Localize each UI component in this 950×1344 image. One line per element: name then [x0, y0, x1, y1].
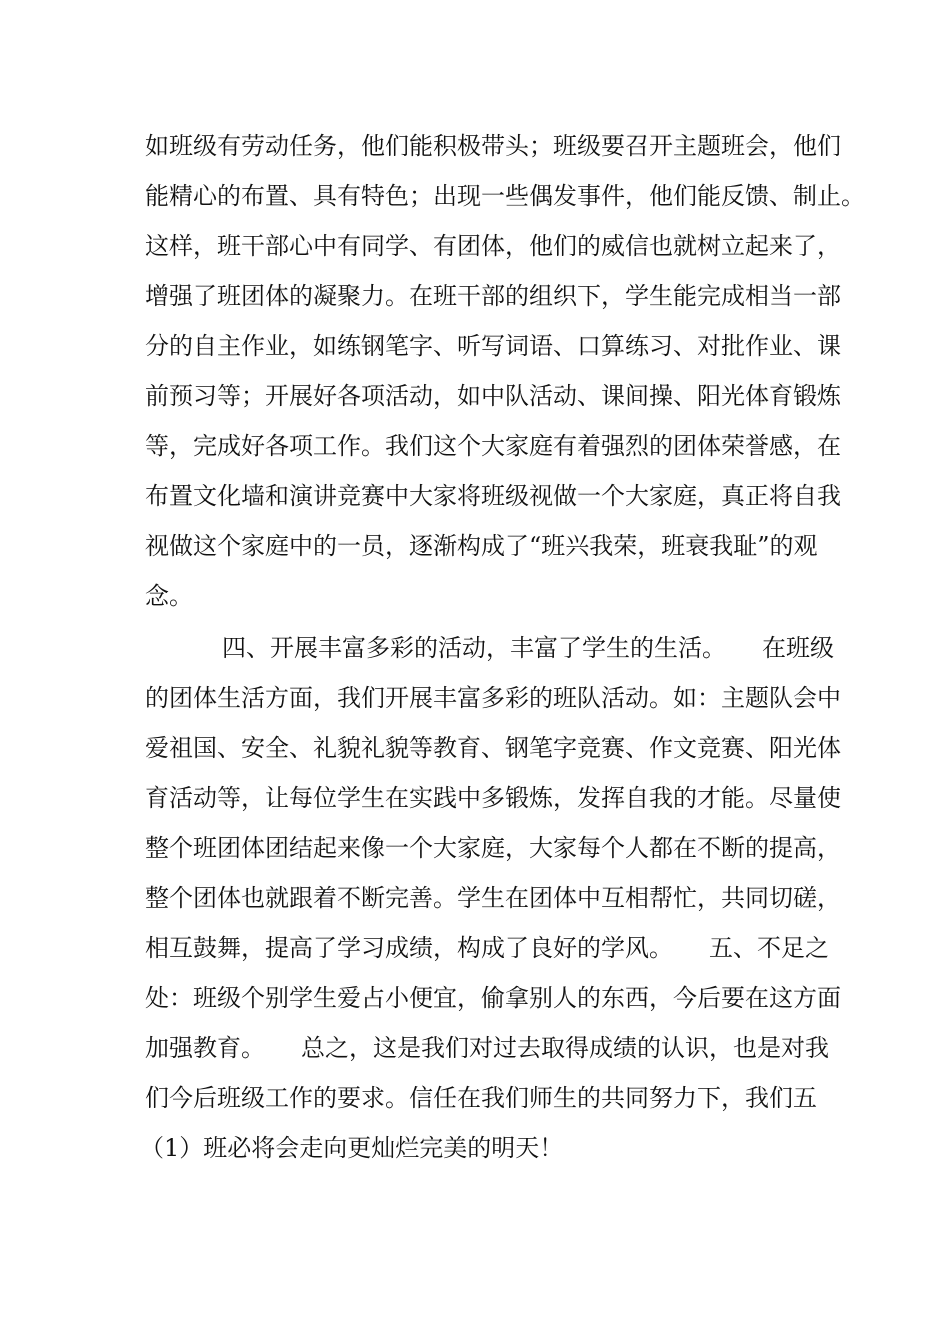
text-line: （1）班必将会走向更灿烂完美的明天！ — [140, 1134, 564, 1162]
text-line: 们今后班级工作的要求。信任在我们师生的共同努力下，我们五 — [145, 1084, 817, 1112]
text-line: 分的自主作业，如练钢笔字、听写词语、口算练习、对批作业、课 — [145, 332, 841, 360]
text-line: 如班级有劳动任务，他们能积极带头；班级要召开主题班会，他们 — [145, 132, 841, 160]
text-line: 处：班级个别学生爱占小便宜，偷拿别人的东西，今后要在这方面 — [145, 984, 841, 1012]
text-line: 加强教育。 总之，这是我们对过去取得成绩的认识，也是对我 — [145, 1034, 829, 1062]
text-line: 视做这个家庭中的一员，逐渐构成了“班兴我荣，班衰我耻”的观 — [145, 532, 818, 560]
text-line: 爱祖国、安全、礼貌礼貌等教育、钢笔字竞赛、作文竞赛、阳光体 — [145, 734, 841, 762]
text-line: 能精心的布置、具有特色；出现一些偶发事件，他们能反馈、制止。 — [145, 182, 865, 210]
text-line: 整个团体也就跟着不断完善。学生在团体中互相帮忙，共同切磋， — [145, 884, 841, 912]
text-line: 前预习等；开展好各项活动，如中队活动、课间操、阳光体育锻炼 — [145, 382, 841, 410]
text-line: 增强了班团体的凝聚力。在班干部的组织下，学生能完成相当一部 — [145, 282, 841, 310]
text-line: 布置文化墙和演讲竞赛中大家将班级视做一个大家庭，真正将自我 — [145, 482, 841, 510]
text-line: 这样，班干部心中有同学、有团体，他们的威信也就树立起来了， — [145, 232, 841, 260]
text-line: 育活动等，让每位学生在实践中多锻炼，发挥自我的才能。尽量使 — [145, 784, 841, 812]
text-line: 整个班团体团结起来像一个大家庭，大家每个人都在不断的提高， — [145, 834, 841, 862]
text-line: 相互鼓舞，提高了学习成绩，构成了良好的学风。 五、不足之 — [145, 934, 829, 962]
text-line: 等，完成好各项工作。我们这个大家庭有着强烈的团体荣誉感，在 — [145, 432, 841, 460]
text-line: 念。 — [145, 582, 193, 610]
section-heading-line: 四、开展丰富多彩的活动，丰富了学生的生活。 在班级 — [222, 634, 834, 662]
text-line: 的团体生活方面，我们开展丰富多彩的班队活动。如：主题队会中 — [145, 684, 841, 712]
